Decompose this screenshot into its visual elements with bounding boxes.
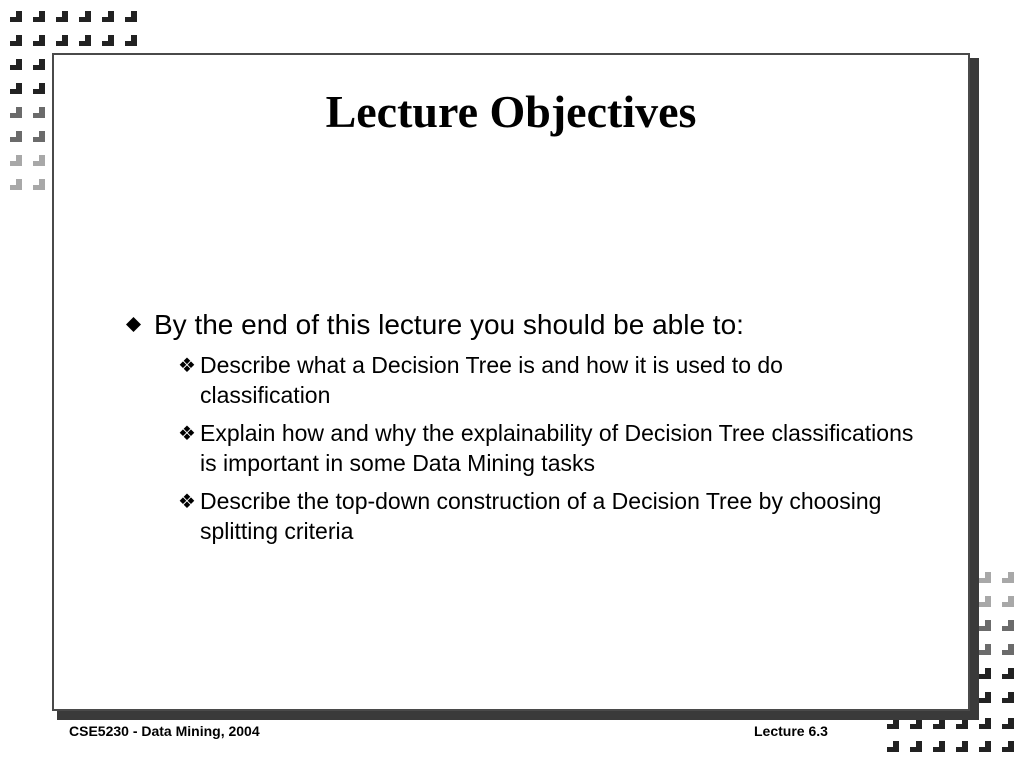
sub-bullet — [124, 486, 914, 546]
sub-bullet-text: Describe the top-down construction of a Decision Tree by choosing splitting criteria — [200, 488, 882, 544]
decorative-square — [10, 35, 22, 46]
decorative-square — [10, 59, 22, 70]
decorative-square — [979, 572, 991, 583]
decorative-square — [33, 35, 45, 46]
decorative-square — [102, 11, 114, 22]
decorative-square — [979, 596, 991, 607]
decorative-square — [956, 741, 968, 752]
decorative-square — [10, 83, 22, 94]
decorative-square — [33, 155, 45, 166]
decorative-square — [33, 107, 45, 118]
decorative-square — [10, 155, 22, 166]
decorative-square — [33, 131, 45, 142]
decorative-square — [979, 741, 991, 752]
decorative-square — [979, 718, 991, 729]
sub-bullet-text: Describe what a Decision Tree is and how it is used to do classification — [200, 352, 783, 408]
decorative-square — [10, 179, 22, 190]
slide-frame — [52, 53, 970, 711]
footer-course: CSE5230 - Data Mining, 2004 — [69, 723, 260, 739]
main-bullet — [124, 308, 914, 342]
decorative-square — [33, 179, 45, 190]
decorative-square — [887, 741, 899, 752]
decorative-square — [910, 741, 922, 752]
decorative-square — [979, 644, 991, 655]
decorative-square — [125, 11, 137, 22]
decorative-square — [1002, 620, 1014, 631]
decorative-square — [10, 107, 22, 118]
decorative-square — [79, 35, 91, 46]
decorative-square — [1002, 718, 1014, 729]
decorative-square — [1002, 596, 1014, 607]
decorative-square — [979, 668, 991, 679]
sub-bullet-text: Explain how and why the explainability of Decision Tree classifications is important in some Data Mining tasks — [200, 420, 914, 476]
decorative-square — [33, 59, 45, 70]
decorative-square — [102, 35, 114, 46]
sub-bullet — [124, 350, 914, 410]
decorative-square — [79, 11, 91, 22]
four-diamond-bullet-icon: ❖ — [178, 421, 196, 445]
bullet-list — [124, 308, 914, 546]
diamond-bullet-icon — [126, 317, 141, 332]
slide-title: Lecture Objectives — [325, 86, 697, 137]
decorative-square — [979, 692, 991, 703]
main-bullet-text: By the end of this lecture you should be able to: — [154, 309, 744, 340]
decorative-square — [56, 35, 68, 46]
decorative-square — [1002, 668, 1014, 679]
decorative-square — [33, 83, 45, 94]
decorative-square — [1002, 741, 1014, 752]
decorative-square — [56, 11, 68, 22]
footer-lecture-number: Lecture 6.3 — [754, 723, 828, 739]
decorative-square — [33, 11, 45, 22]
decorative-square — [125, 35, 137, 46]
decorative-square — [933, 741, 945, 752]
decorative-square — [1002, 692, 1014, 703]
decorative-square — [1002, 572, 1014, 583]
decorative-square — [979, 620, 991, 631]
decorative-square — [1002, 644, 1014, 655]
four-diamond-bullet-icon: ❖ — [178, 489, 196, 513]
sub-bullet — [124, 418, 914, 478]
decorative-square — [10, 11, 22, 22]
decorative-square — [10, 131, 22, 142]
four-diamond-bullet-icon: ❖ — [178, 353, 196, 377]
